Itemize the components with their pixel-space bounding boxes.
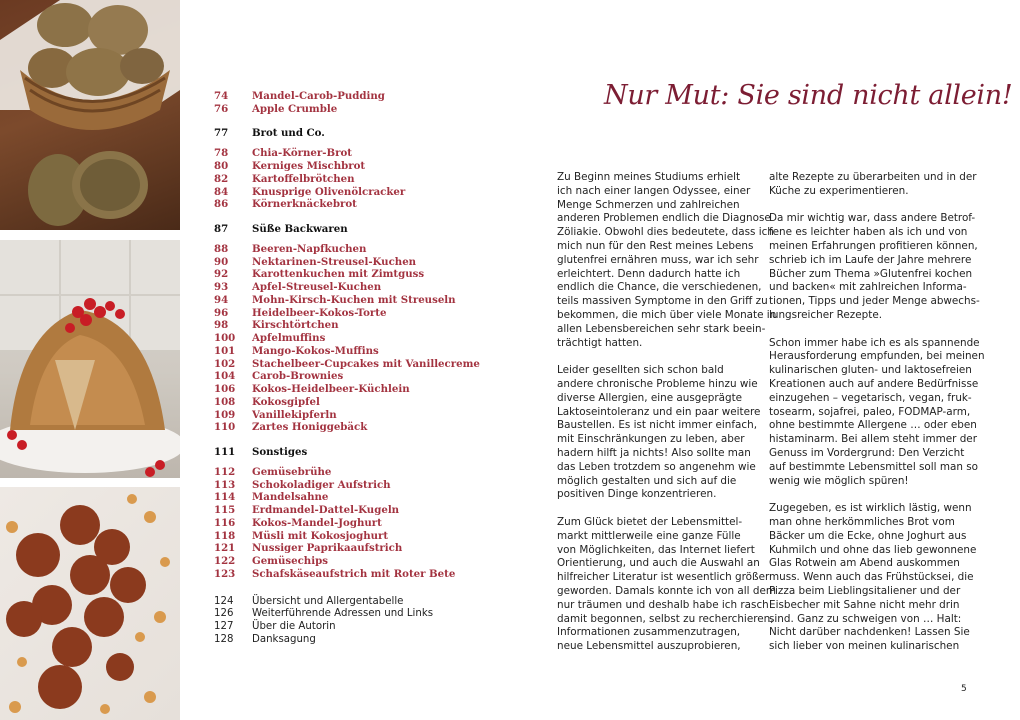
toc-title: Apfelmuffins: [252, 332, 326, 344]
body-text-line: Bäcker um die Ecke, ohne Joghurt aus: [769, 529, 967, 542]
toc-page-number: 101: [214, 344, 236, 357]
toc-page-number: 108: [214, 395, 236, 408]
body-text-line: trächtigt hatten.: [557, 336, 643, 349]
toc-page-number: 78: [214, 147, 229, 160]
body-text-line: von Möglichkeiten, das Internet liefert: [557, 543, 755, 556]
toc-title: Heidelbeer-Kokos-Torte: [252, 306, 387, 319]
toc-title: Mango-Kokos-Muffins: [252, 344, 379, 357]
body-text-line: allen Lebensbereichen sehr stark beein-: [557, 322, 766, 335]
body-text-line: Zum Glück bietet der Lebensmittel-: [557, 515, 743, 528]
toc-title: Zartes Honiggebäck: [252, 421, 368, 434]
page-number: 5: [961, 684, 967, 694]
energy-balls-illustration: [0, 487, 180, 720]
toc-title: Schafskäseaufstrich mit Roter Bete: [252, 567, 456, 580]
body-text-line: Informationen zusammenzutragen,: [557, 626, 741, 639]
body-text-line: Orientierung, und auch die Auswahl an: [557, 557, 760, 570]
toc-title: Körnerknäckebrot: [252, 198, 357, 211]
body-text-line: sich lieber von meinen kulinarischen: [769, 640, 960, 653]
toc-page-number: 93: [214, 281, 229, 293]
body-text-line: hilfreicher Literatur ist wesentlich größer: [557, 571, 770, 584]
toc-title: Kartoffelbrötchen: [252, 172, 355, 185]
toc-title: Apple Crumble: [252, 102, 338, 115]
body-text-line: mit Einschränkungen zu leben, aber: [557, 433, 745, 446]
body-text-line: alte Rezepte zu überarbeiten und in der: [769, 171, 977, 183]
toc-title: Chia-Körner-Brot: [252, 147, 352, 160]
toc-title: Mohn-Kirsch-Kuchen mit Streuseln: [252, 293, 456, 306]
toc-page-number: 74: [214, 90, 229, 102]
body-text-line: Da mir wichtig war, dass andere Betrof-: [769, 212, 976, 225]
toc-page-number: 92: [214, 268, 229, 281]
body-text-line: muss. Wenn auch das Frühstücksei, die: [769, 571, 974, 584]
body-text-line: tosearm, sojafrei, paleo, FODMAP-arm,: [769, 405, 971, 418]
body-text-line: meinen Erfahrungen profitieren können,: [769, 239, 978, 252]
body-text-line: Zu Beginn meines Studiums erhielt: [557, 171, 741, 183]
toc-title: Weiterführende Adressen und Links: [252, 608, 434, 620]
paragraph-break: [769, 323, 967, 337]
body-text-line: Pizza beim Lieblingsitaliener und der: [769, 584, 961, 597]
photo-berry-cake: [0, 240, 180, 478]
toc-title: Über die Autorin: [252, 621, 336, 632]
body-text-line: diverse Allergien, eine ausgeprägte: [557, 391, 743, 404]
body-text-line: geworden. Damals konnte ich von all dem: [557, 584, 776, 597]
toc-title: Nussiger Paprikaaufstrich: [252, 542, 403, 555]
toc-page-number: 80: [214, 160, 229, 172]
toc-page-number: 104: [214, 370, 236, 383]
body-text-line: teils massiven Symptome in den Griff zu: [557, 295, 768, 308]
toc-page-number: 88: [214, 242, 229, 255]
toc-page-number: 94: [214, 293, 229, 306]
toc-page-number: 102: [214, 357, 236, 370]
body-text-line: ich nach einer langen Odyssee, einer: [557, 184, 751, 197]
paragraph-break: [557, 502, 755, 516]
body-text-line: fene es leichter haben als ich und von: [769, 226, 968, 239]
body-text-line: Glas Rotwein am Abend auskommen: [769, 557, 960, 570]
toc-title: Gemüsechips: [252, 555, 328, 567]
toc-page-number: 106: [214, 383, 236, 395]
toc-title: Nektarinen-Streusel-Kuchen: [252, 255, 417, 268]
body-text-line: wenig wie möglich spüren!: [769, 474, 909, 487]
toc-title: Kokos-Mandel-Joghurt: [252, 516, 382, 529]
body-column-left: [557, 171, 777, 654]
toc-title: Knusprige Olivenölcracker: [252, 185, 406, 198]
body-text-line: und backen« mit zahlreichen Informa-: [769, 281, 967, 294]
body-text-line: man ohne herkömmliches Brot vom: [769, 515, 955, 528]
toc-page-number: 90: [214, 255, 229, 268]
toc-page-number: 77: [214, 127, 229, 139]
toc-title: Kokosgipfel: [252, 395, 320, 408]
body-text-line: Küche zu experimentieren.: [769, 184, 909, 197]
toc-page-number: 116: [214, 516, 236, 529]
body-text-line: hadern hilft ja nichts! Also sollte man: [557, 446, 751, 459]
toc-page-number: 76: [214, 102, 229, 115]
body-text-line: Eisbecher mit Sahne nicht mehr drin: [769, 598, 960, 611]
photo-energy-balls: [0, 487, 180, 720]
body-text-line: Herausforderung empfunden, bei meinen: [769, 350, 985, 363]
body-text-line: anderen Problemen endlich die Diagnose: [557, 212, 771, 225]
body-text-line: Menge Schmerzen und zahlreichen: [557, 198, 740, 211]
toc-page-number: 111: [214, 445, 236, 458]
body-text-line: Kuhmilch und ohne das lieb gewonnene: [769, 543, 977, 556]
toc-title: Gemüsebrühe: [252, 465, 332, 478]
body-text-line: Bücher zum Thema »Glutenfrei kochen: [769, 267, 973, 280]
toc-page-number: 126: [214, 608, 234, 620]
toc-title: Carob-Brownies: [252, 370, 344, 383]
body-text-line: bekommen, die mich über viele Monate in: [557, 308, 777, 321]
body-text-line: Nicht darüber nachdenken! Lassen Sie: [769, 626, 970, 639]
bread-illustration: [0, 0, 180, 230]
toc-page-number: 124: [214, 595, 234, 607]
body-text-line: markt mittlerweile eine ganze Fülle: [557, 529, 741, 542]
toc-page-number: 87: [214, 222, 229, 235]
body-text-line: nur träumen und deshalb habe ich rasch: [557, 598, 769, 611]
toc-title: Übersicht und Allergentabelle: [252, 595, 404, 607]
toc-title: Müsli mit Kokosjoghurt: [252, 529, 389, 542]
toc-title: Kokos-Heidelbeer-Küchlein: [252, 383, 410, 395]
body-text-line: Kreationen auch auf andere Bedürfnisse: [769, 377, 979, 390]
toc-page-number: 98: [214, 319, 229, 332]
toc-title: Vanillekipferln: [252, 408, 337, 421]
page-heading: Nur Mut: Sie sind nicht allein!: [604, 80, 1013, 111]
body-text-line: auf bestimmte Lebensmittel soll man so: [769, 460, 979, 473]
toc-title: Brot und Co.: [252, 127, 325, 139]
toc-page-number: 118: [214, 529, 236, 542]
toc-page-number: 86: [214, 198, 229, 211]
body-text-line: Zöliakie. Obwohl dies bedeutete, dass ich: [557, 226, 774, 239]
toc-page-number: 121: [214, 542, 236, 555]
toc-page-number: 123: [214, 567, 236, 580]
toc-page-number: 82: [214, 172, 229, 185]
toc-page-number: 127: [214, 621, 234, 632]
body-text-line: mich nun für den Rest meines Lebens: [557, 239, 754, 252]
body-text-line: kulinarischen gluten- und laktosefreien: [769, 364, 972, 377]
body-text-line: lungsreicher Rezepte.: [769, 308, 883, 321]
toc-title: Mandel-Carob-Pudding: [252, 90, 385, 102]
paragraph-break: [557, 350, 755, 364]
body-text-line: endlich die Chance, die verschiedenen,: [557, 281, 762, 294]
toc-page-number: 84: [214, 185, 229, 198]
toc-title: Süße Backwaren: [252, 222, 348, 235]
toc-title: Schokoladiger Aufstrich: [252, 478, 391, 491]
toc-page-number: 109: [214, 408, 236, 421]
body-text-line: ohne bestimmte Allergene … oder eben: [769, 419, 977, 432]
toc-page-number: 100: [214, 332, 236, 344]
body-text-line: Genuss im Vordergrund: Den Verzicht: [769, 446, 965, 459]
body-text-line: histaminarm. Bei allem steht immer der: [769, 433, 977, 446]
body-text-line: positiven Dinge konzentrieren.: [557, 488, 717, 501]
body-text-line: Zugegeben, es ist wirklich lästig, wenn: [769, 502, 972, 515]
cake-illustration: [0, 240, 180, 478]
toc-page-number: 110: [214, 421, 236, 434]
body-text-line: tionen, Tipps und jeder Menge abwechs-: [769, 295, 980, 308]
toc-page-number: 113: [214, 478, 236, 491]
toc-title: Kerniges Mischbrot: [252, 160, 366, 172]
toc-title: Erdmandel-Dattel-Kugeln: [252, 504, 400, 516]
body-text-line: Baustellen. Es ist nicht immer einfach,: [557, 419, 758, 432]
body-text-line: glutenfrei ernähren muss, war ich sehr: [557, 253, 759, 266]
photo-bread-rolls: [0, 0, 180, 230]
toc-page-number: 122: [214, 555, 236, 567]
body-text-line: andere chronische Probleme hinzu wie: [557, 377, 758, 390]
body-text-line: Leider gesellten sich schon bald: [557, 364, 724, 377]
toc-page-number: 96: [214, 306, 229, 319]
toc-title: Beeren-Napfkuchen: [252, 242, 367, 255]
body-text-line: sind. Ganz zu schweigen von … Halt:: [769, 612, 962, 625]
toc-title: Sonstiges: [252, 445, 308, 458]
toc-title: Karottenkuchen mit Zimtguss: [252, 268, 425, 281]
toc-title: Mandelsahne: [252, 491, 329, 504]
body-text-line: damit begonnen, selbst zu recherchieren,: [557, 612, 774, 625]
body-text-line: möglich gestalten und sich auf die: [557, 474, 737, 487]
body-text-line: Laktoseintoleranz und ein paar weitere: [557, 405, 761, 418]
toc-title: Kirschtörtchen: [252, 319, 339, 332]
paragraph-break: [769, 199, 967, 213]
toc-title: Stachelbeer-Cupcakes mit Vanillecreme: [252, 357, 480, 370]
toc-page-number: 114: [214, 491, 236, 504]
body-column-right: [769, 171, 985, 654]
toc-title: Danksagung: [252, 633, 316, 645]
toc-page-number: 115: [214, 504, 236, 516]
body-text-line: erleichtert. Denn dadurch hatte ich: [557, 267, 741, 280]
toc-page-number: 128: [214, 633, 234, 645]
body-text-line: schrieb ich im Laufe der Jahre mehrere: [769, 253, 972, 266]
paragraph-break: [769, 488, 967, 502]
body-text-line: einzugehen – vegetarisch, vegan, fruk-: [769, 391, 972, 404]
toc-page-number: 112: [214, 465, 236, 478]
body-text-line: das Leben trotzdem so angenehm wie: [557, 460, 756, 473]
body-text-line: Schon immer habe ich es als spannende: [769, 336, 980, 349]
toc-title: Apfel-Streusel-Kuchen: [252, 281, 382, 293]
body-text-line: neue Lebensmittel auszuprobieren,: [557, 640, 741, 653]
